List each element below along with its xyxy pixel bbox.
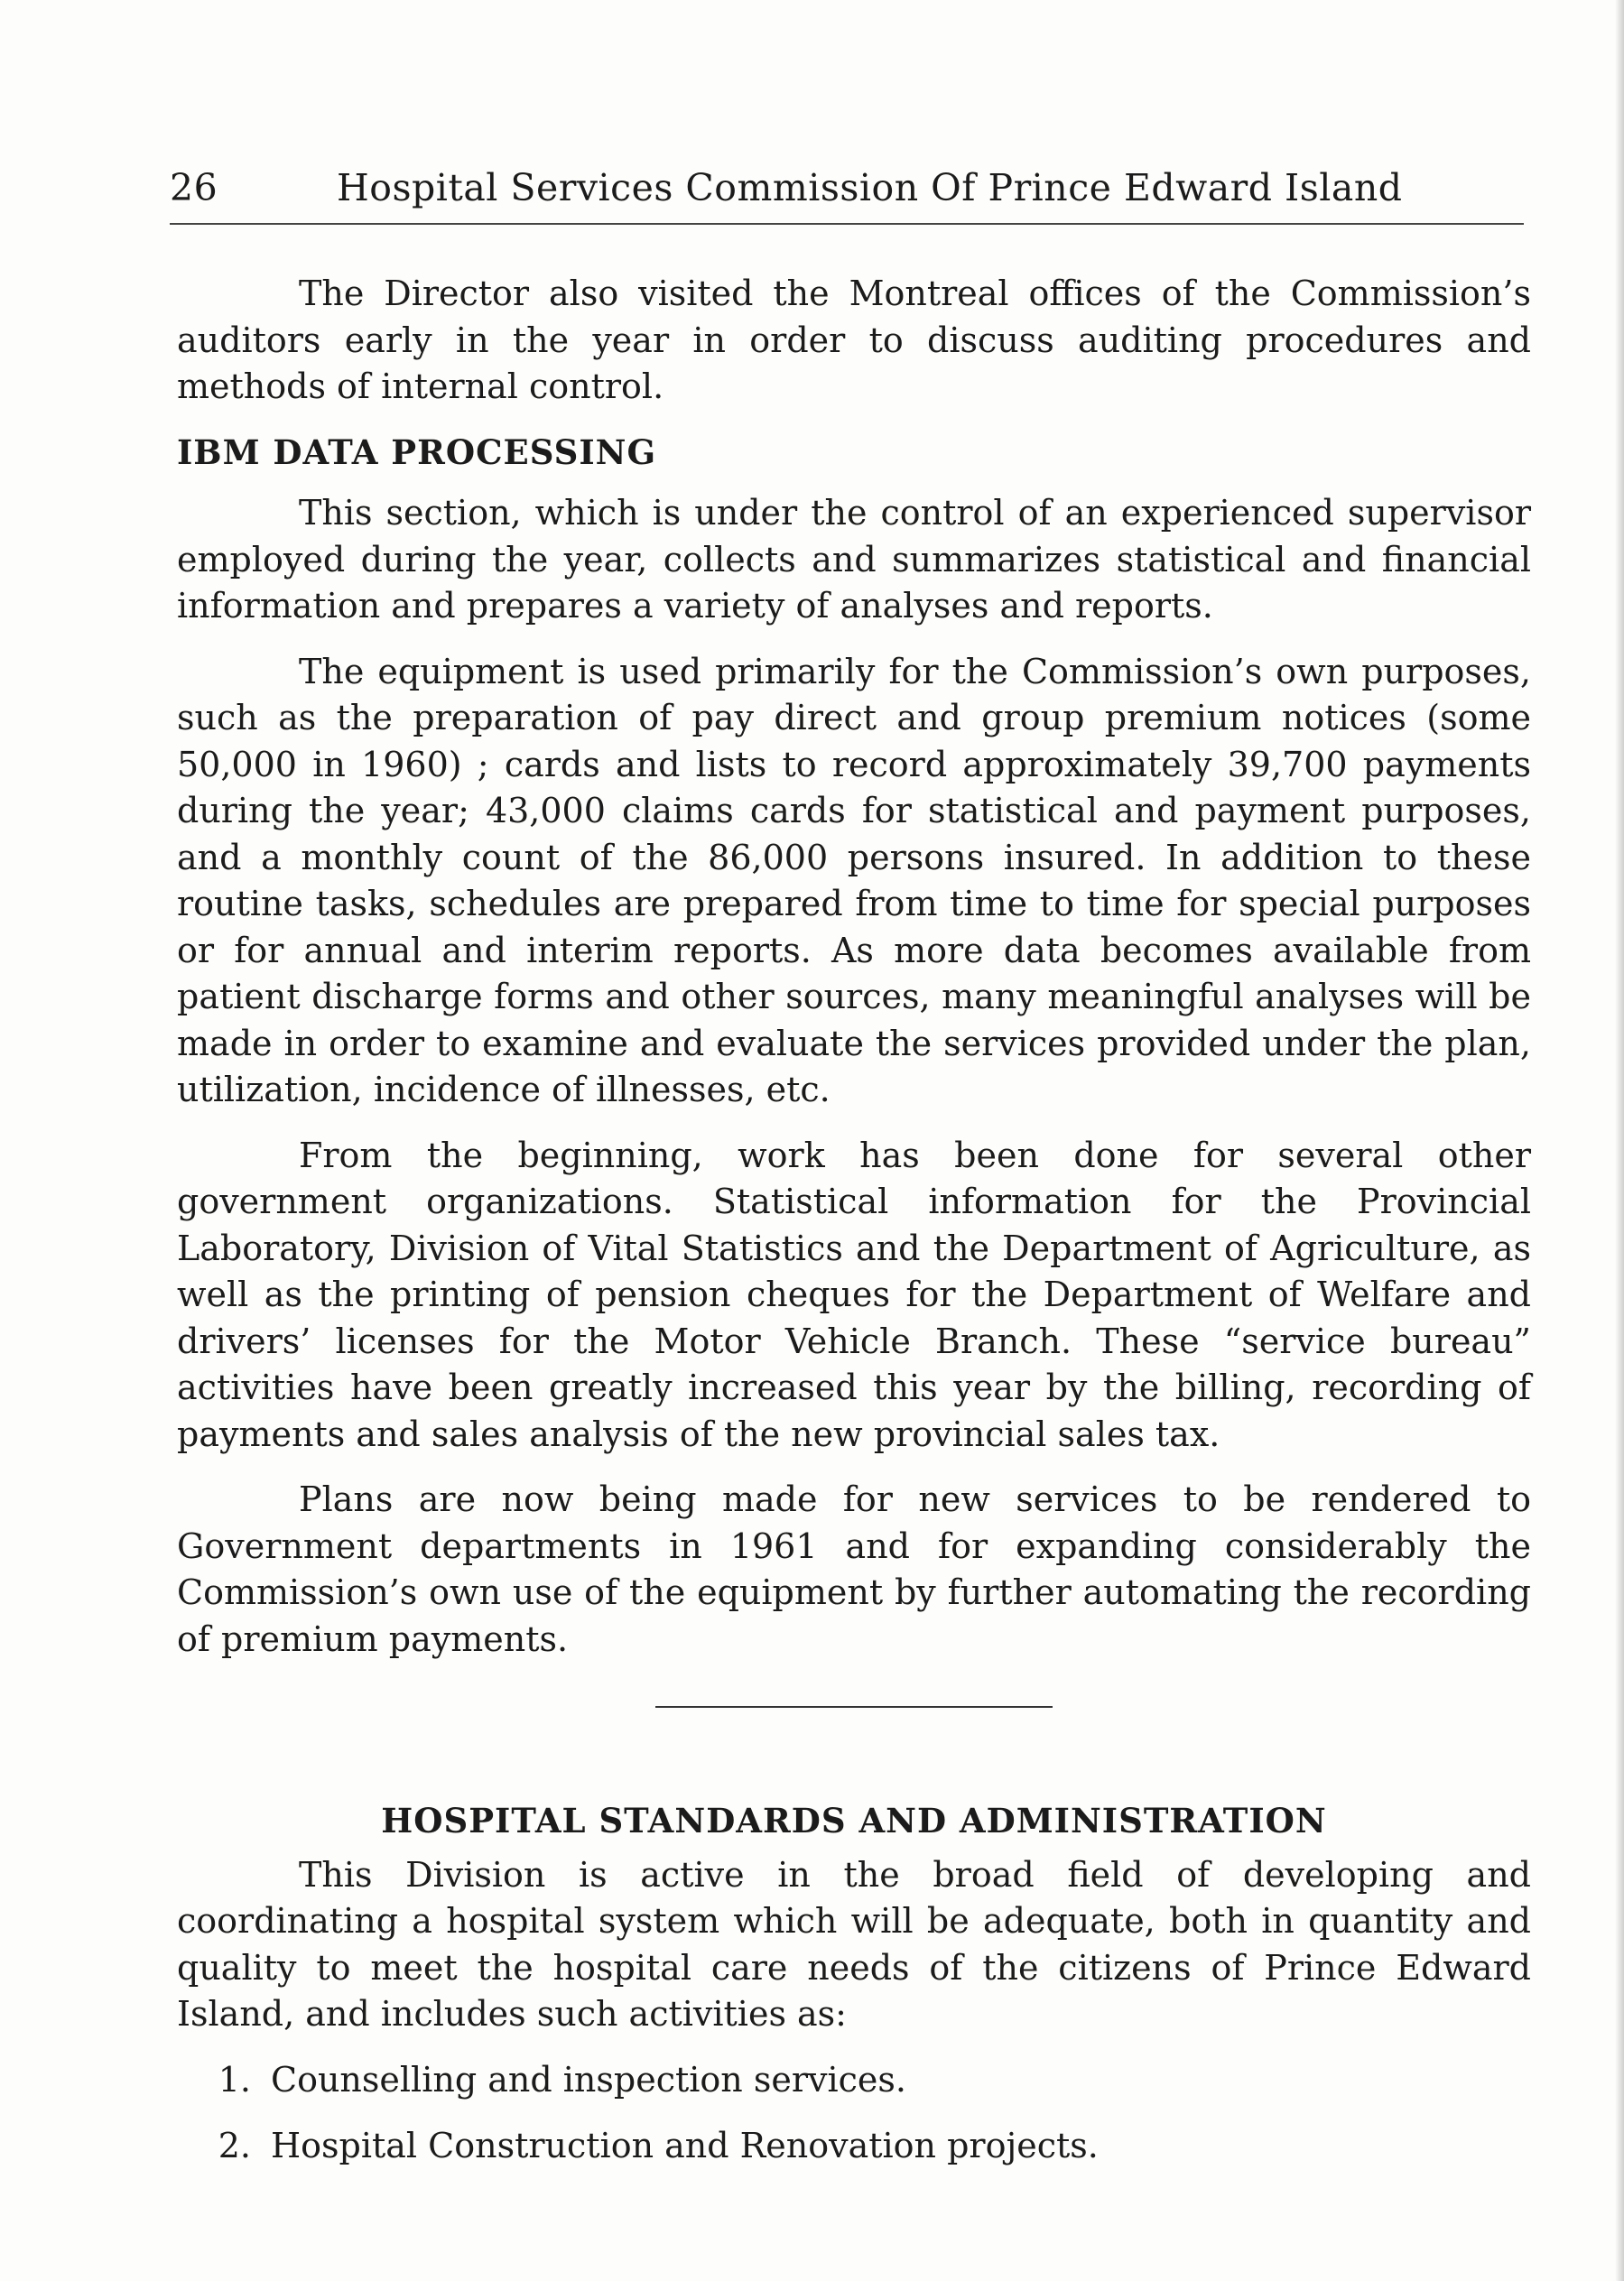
page-number: 26 — [170, 166, 218, 209]
standards-section-heading: HOSPITAL STANDARDS AND ADMINISTRATION — [381, 1801, 1327, 1841]
list-item-text: Hospital Construction and Renovation projects. — [271, 2126, 1099, 2165]
page-edge-shadow — [1615, 0, 1624, 2281]
intro-paragraph: The Director also visited the Montreal offices of the Commission’s auditors early in the year in order to discuss auditing procedures and methods of internal control. — [177, 274, 1531, 406]
header-rule — [170, 223, 1524, 225]
list-item — [177, 2057, 1531, 2104]
ibm-paragraph-2: The equipment is used primarily for the Commission’s own purposes, such as the preparation of pay direct and group premium notices (some 50,000 in 1960) ; cards and lists to record approximately 39,700 payments during the year; 43,000 claims cards for statistical and payment purposes, and a monthly count of the 86,000 persons insured. In addition to these routine tasks, schedules are prepared from time to time for special purposes or for annual and interim reports. As more data becomes available from patient discharge forms and other sources, many meaningful analyses will be made in order to examine and evaluate the services provided under the plan, utilization, incidence of illnesses, etc. — [177, 651, 1531, 1109]
section-divider — [655, 1706, 1053, 1708]
list-item-number: 1. — [218, 2059, 251, 2100]
page-body — [177, 271, 1531, 2190]
list-item-text: Counselling and inspection services. — [271, 2059, 906, 2100]
list-item — [177, 2123, 1531, 2170]
running-header-title: Hospital Services Commission Of Prince Edward Island — [337, 166, 1403, 209]
running-header — [170, 161, 1524, 215]
ibm-paragraph-4: Plans are now being made for new services to be rendered to Government departments in 1961 and for expanding considerably the Commission’s own use of the equipment by further automating the recording of premium payments. — [177, 1479, 1531, 1659]
standards-paragraph-1: This Division is active in the broad field of developing and coordinating a hospital system which will be adequate, both in quantity and quality to meet the hospital care needs of the citizens of Prince Edward Island, and includes such activities as: — [177, 1854, 1531, 2034]
list-item-number: 2. — [218, 2126, 251, 2165]
activities-list — [177, 2057, 1531, 2170]
ibm-section-heading: IBM DATA PROCESSING — [177, 431, 657, 472]
ibm-paragraph-3: From the beginning, work has been done for several other government organizations. Statistical information for the Provincial Laboratory, Division of Vital Statistics and the Department of Agriculture, as well as the printing of pension cheques for the Department of Welfare and drivers’ licenses for the Motor Vehicle Branch. These “service bureau” activities have been greatly increased this year by the billing, recording of payments and sales analysis of the new provincial sales tax. — [177, 1135, 1531, 1454]
ibm-paragraph-1: This section, which is under the control of an experienced supervisor employed during the year, collects and summarizes statistical and financial information and prepares a variety of analyses and reports. — [177, 493, 1531, 626]
